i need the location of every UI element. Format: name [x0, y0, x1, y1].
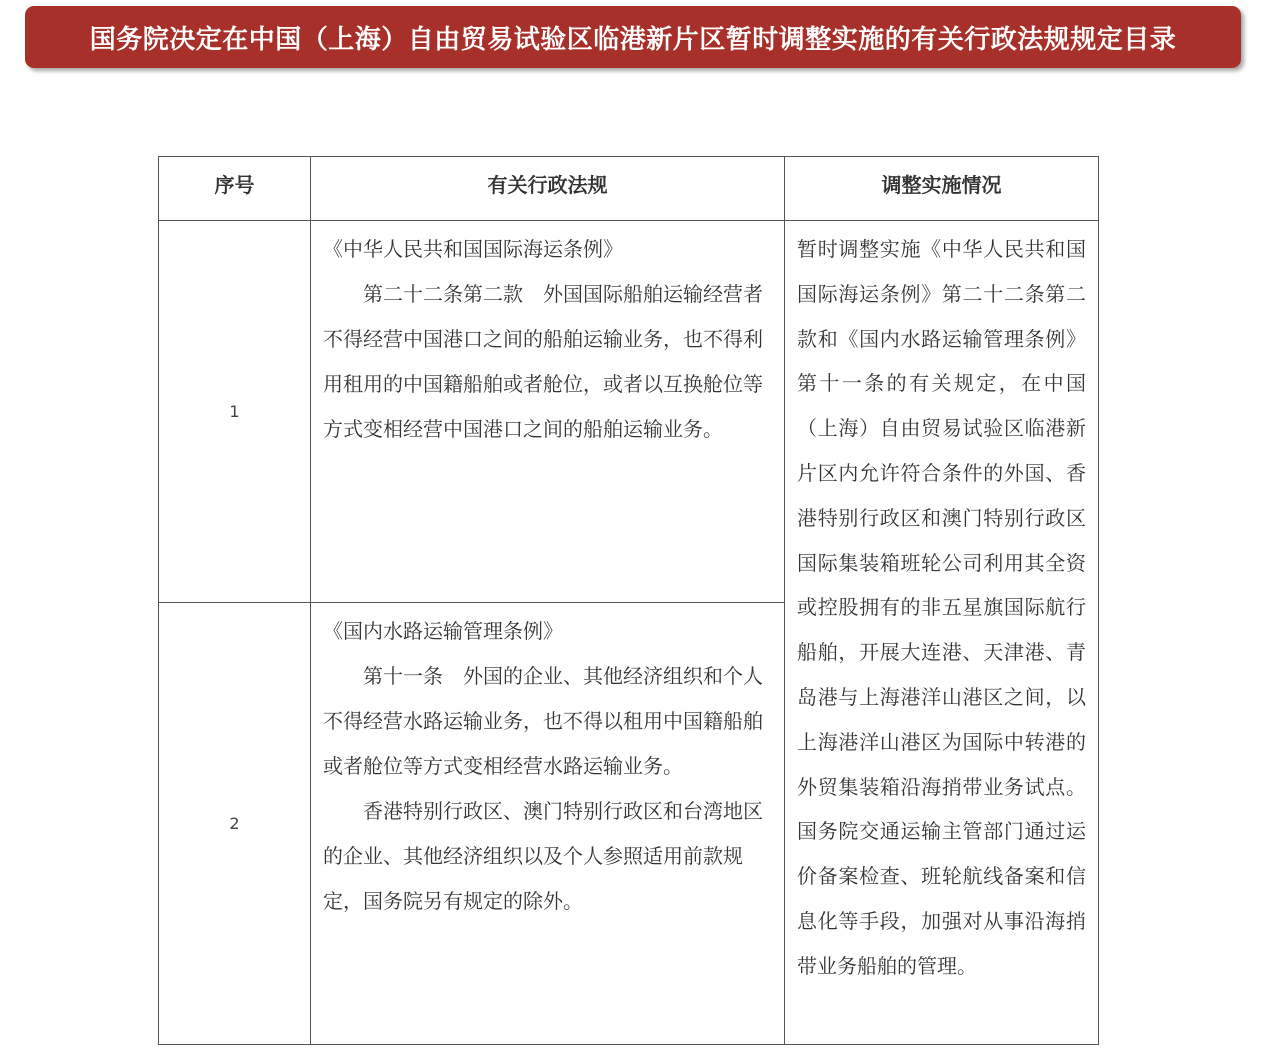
law-cell	[311, 603, 785, 1045]
title-banner	[25, 6, 1241, 68]
header-implementation: 调整实施情况	[785, 157, 1099, 221]
implementation-cell: 暂时调整实施《中华人民共和国国际海运条例》第二十二条第二款和《国内水路运输管理条例》第十一条的有关规定，在中国（上海）自由贸易试验区临港新片区内允许符合条件的外国、香港特别行政区和澳门特别行政区国际集装箱班轮公司利用其全资或控股拥有的非五星旗国际航行船舶，开展大连港、天津港、青岛港与上海港洋山港区之间，以上海港洋山港区为国际中转港的外贸集装箱沿海捎带业务试点。国务院交通运输主管部门通过运价备案检查、班轮航线备案和信息化等手段，加强对从事沿海捎带业务船舶的管理。	[785, 221, 1099, 1045]
row-seq: 2	[159, 603, 311, 1045]
header-law: 有关行政法规	[311, 157, 785, 221]
law-paragraph: 第二十二条第二款 外国国际船舶运输经营者不得经营中国港口之间的船舶运输业务，也不得利用租用的中国籍船舶或者舱位，或者以互换舱位等方式变相经营中国港口之间的船舶运输业务。	[323, 282, 763, 441]
law-paragraph: 香港特别行政区、澳门特别行政区和台湾地区的企业、其他经济组织以及个人参照适用前款规定，国务院另有规定的除外。	[323, 799, 763, 913]
row-seq: 1	[159, 221, 311, 603]
page-title: 国务院决定在中国（上海）自由贸易试验区临港新片区暂时调整实施的有关行政法规规定目录	[89, 24, 1177, 55]
law-cell	[311, 221, 785, 603]
regulation-table	[158, 156, 1099, 1045]
table-row	[159, 221, 1099, 603]
table-header-row	[159, 157, 1099, 221]
law-paragraph: 第十一条 外国的企业、其他经济组织和个人不得经营水路运输业务，也不得以租用中国籍船舶或者舱位等方式变相经营水路运输业务。	[323, 664, 763, 778]
law-title: 《国内水路运输管理条例》	[323, 619, 563, 643]
header-seq: 序号	[159, 157, 311, 221]
law-title: 《中华人民共和国国际海运条例》	[323, 237, 623, 261]
